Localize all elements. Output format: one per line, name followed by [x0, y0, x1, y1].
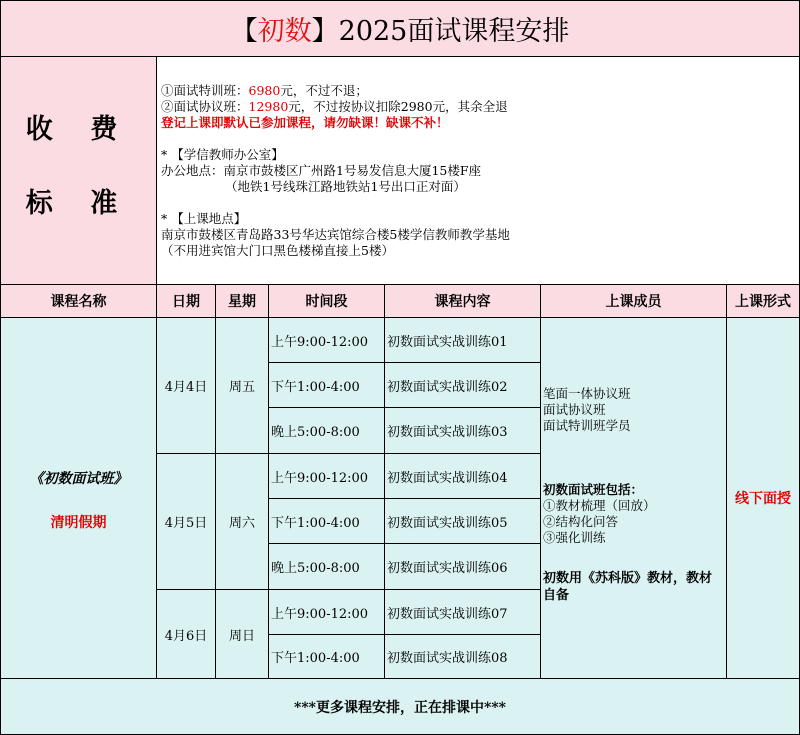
delivery-mode: 线下面授 [726, 317, 800, 679]
member-group-1: 笔面一体协议班 [543, 386, 631, 401]
header-course-name: 课程名称 [0, 284, 157, 318]
attendance-warning: 登记上课即默认已参加课程，请勿缺课！缺课不补！ [161, 115, 449, 130]
office-title: * 【学信教师办公室】 [161, 147, 284, 162]
page-title [0, 0, 800, 57]
holiday-label: 清明假期 [50, 515, 107, 531]
course-name-cell [0, 317, 157, 679]
session-time: 下午1:00-4:00 [268, 634, 385, 679]
session-time: 上午9:00-12:00 [268, 453, 385, 499]
session-time: 下午1:00-4:00 [268, 498, 385, 544]
includes-title: 初数面试班包括： [543, 482, 644, 497]
session-content: 初数面试实战训练04 [384, 453, 541, 499]
session-content: 初数面试实战训练03 [384, 407, 541, 454]
fee-line-2: ②面试协议班：12980元，不过按协议扣除2980元，其余全退 [161, 99, 508, 114]
includes-item-2: ②结构化问答 [543, 514, 619, 529]
date-day-2: 4月5日 [156, 453, 216, 590]
fee-label-cell [0, 56, 157, 285]
session-time: 上午9:00-12:00 [268, 317, 385, 363]
member-group-3: 面试特训班学员 [543, 418, 631, 433]
header-members: 上课成员 [540, 284, 727, 318]
office-address: 办公地点：南京市鼓楼区广州路1号易发信息大厦15楼F座 [161, 163, 482, 178]
includes-item-1: ①教材梳理（回放） [543, 498, 656, 513]
weekday-day-2: 周六 [215, 453, 269, 590]
session-content: 初数面试实战训练06 [384, 543, 541, 590]
fee-label-line1: 收 费 [25, 114, 132, 145]
weekday-day-3: 周日 [215, 589, 269, 679]
session-time: 晚上5:00-8:00 [268, 407, 385, 454]
header-time: 时间段 [268, 284, 385, 318]
title-suffix: 】2025面试课程安排 [311, 16, 570, 47]
title-highlight: 初数 [257, 16, 312, 47]
header-mode: 上课形式 [726, 284, 800, 318]
date-day-3: 4月6日 [156, 589, 216, 679]
footer-note: ***更多课程安排，正在排课中*** [0, 678, 800, 735]
member-group-2: 面试协议班 [543, 402, 606, 417]
class-note: （不用进宾馆大门口黑色楼梯直接上5楼） [161, 243, 394, 258]
weekday-day-1: 周五 [215, 317, 269, 454]
session-content: 初数面试实战训练02 [384, 362, 541, 408]
class-location-title: * 【上课地点】 [161, 211, 247, 226]
course-name: 《初数面试班》 [29, 471, 128, 487]
date-day-1: 4月4日 [156, 317, 216, 454]
header-weekday: 星期 [215, 284, 269, 318]
special-price: 6980 [248, 83, 281, 98]
fee-content-cell [156, 56, 800, 285]
session-content: 初数面试实战训练01 [384, 317, 541, 363]
textbook-note: 初数用《苏科版》教材，教材自备 [543, 571, 713, 603]
session-time: 下午1:00-4:00 [268, 362, 385, 408]
session-content: 初数面试实战训练08 [384, 634, 541, 679]
agreement-price: 12980 [248, 99, 289, 114]
office-note: （地铁1号线珠江路地铁站1号出口正对面） [225, 179, 466, 194]
header-date: 日期 [156, 284, 216, 318]
title-prefix: 【 [230, 16, 258, 47]
session-content: 初数面试实战训练07 [384, 589, 541, 635]
members-cell [540, 317, 727, 679]
fee-label-line2: 标 准 [25, 188, 132, 219]
class-address: 南京市鼓楼区青岛路33号华达宾馆综合楼5楼学信教师教学基地 [161, 227, 510, 242]
session-time: 晚上5:00-8:00 [268, 543, 385, 590]
session-content: 初数面试实战训练05 [384, 498, 541, 544]
fee-line-1: ①面试特训班：6980元，不过不退； [161, 83, 368, 98]
session-time: 上午9:00-12:00 [268, 589, 385, 635]
includes-item-3: ③强化训练 [543, 530, 606, 545]
header-content: 课程内容 [384, 284, 541, 318]
